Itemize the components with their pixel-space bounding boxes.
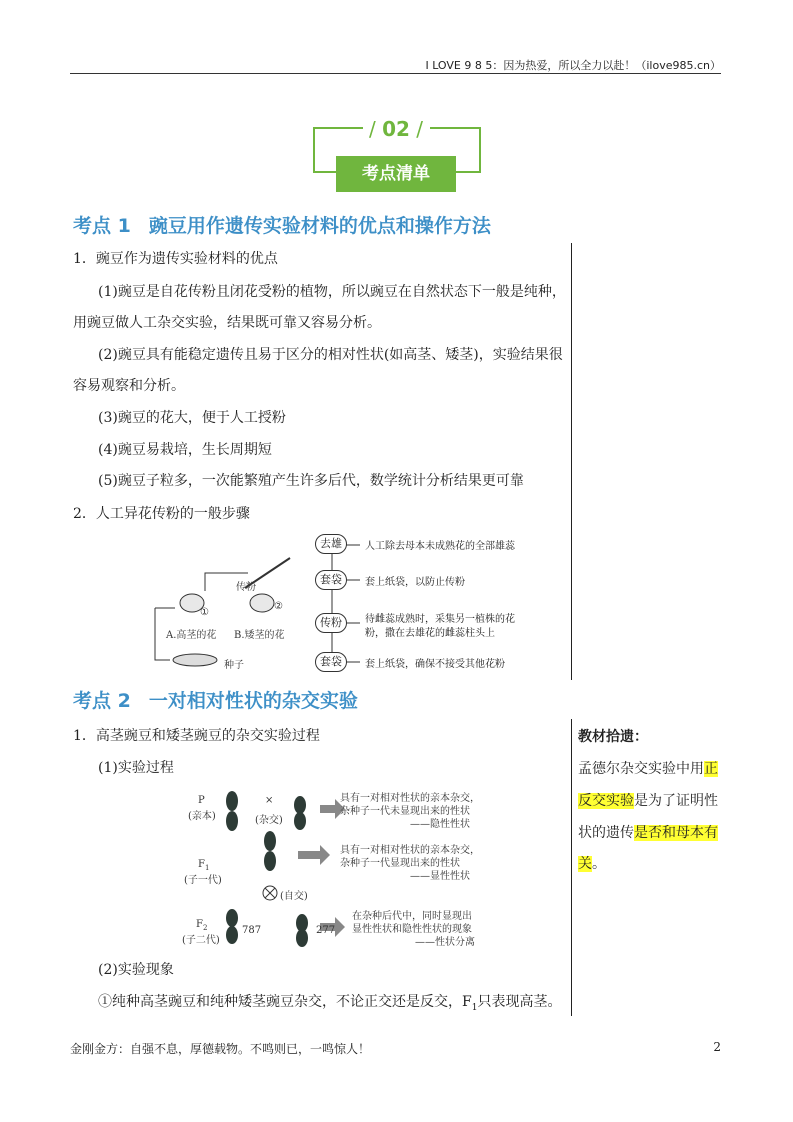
f1-label: $F_1$ [198,859,210,872]
column-divider-1 [571,243,572,680]
desc: ——性状分离 [415,937,475,948]
desc: 显性性状和隐性性状的现象 [352,924,472,935]
paragraph: (1)豌豆是自花传粉且闭花受粉的植物，所以豌豆在自然状态下一般是纯种， [98,284,566,300]
step-bag-2: 套袋 [315,652,347,672]
paragraph: 容易观察和分析。 [73,378,185,394]
sidebar-line: 反交实验是为了证明性 [578,793,718,809]
desc: 杂种子一代显现出来的性状 [340,858,460,869]
cross-note: (杂交) [255,815,283,826]
desc: 具有一对相对性状的亲本杂交， [340,793,480,804]
step-pollinate: 传粉 [315,613,347,633]
paragraph: (4)豌豆易栽培，生长周期短 [98,442,272,458]
step-desc: 套上纸袋，确保不接受其他花粉 [365,659,505,670]
circle-1-label: ① [200,607,209,618]
step-desc: 人工除去母本未成熟花的全部雄蕊 [365,541,515,552]
column-divider-2 [571,719,572,1016]
paragraph: 1．豌豆作为遗传实验材料的优点 [73,251,278,267]
desc: 具有一对相对性状的亲本杂交， [340,845,480,856]
paragraph: (2)实验现象 [98,962,174,978]
flower-a-label: A.高茎的花 [166,630,217,641]
step-desc: 粉，撒在去雄花的雌蕊柱头上 [365,628,495,639]
f2-note: (子二代) [182,935,220,946]
step-emasculate: 去雄 [315,534,347,554]
page-number: 2 [713,1040,721,1054]
badge-number: / 02 / [368,117,424,141]
page-header: I LOVE 9 8 5：因为热爱，所以全力以赴！（ilove985.cn） [425,59,721,72]
circle-2-label: ② [274,601,283,612]
sidebar-title: 教材拾遗： [578,729,648,745]
paragraph: 1．高茎豌豆和矮茎豌豆的杂交实验过程 [73,728,320,744]
f2-label: $F_2$ [196,919,208,932]
count-787: 787 [242,925,262,936]
paragraph: (5)豌豆子粒多，一次能繁殖产生许多后代，数学统计分析结果更可靠 [98,473,524,489]
paragraph: 用豌豆做人工杂交实验，结果既可靠又容易分析。 [73,315,381,331]
header-divider [70,73,721,74]
self-note: (自交) [280,891,308,902]
p-note: (亲本) [188,811,216,822]
paragraph: 2．人工异花传粉的一般步骤 [73,506,250,522]
page-footer: 金刚金方：自强不息，厚德载物。不鸣则已，一鸣惊人！ [70,1042,371,1056]
desc: ——隐性性状 [410,819,470,830]
paragraph: (1)实验过程 [98,760,174,776]
sidebar-line: 状的遗传是否和母本有 [578,825,718,841]
paragraph: (2)豌豆具有能稳定遗传且易于区分的相对性状(如高茎、矮茎)，实验结果很 [98,347,563,363]
badge-frame-top-right [430,127,479,129]
desc: 杂种子一代未显现出来的性状 [340,806,470,817]
paragraph: (3)豌豆的花大，便于人工授粉 [98,410,286,426]
p-label: P [198,795,205,806]
cross-symbol: × [265,795,274,806]
section-2-heading: 考点 2 一对相对性状的杂交实验 [73,690,358,712]
paragraph: ①纯种高茎豌豆和纯种矮茎豌豆杂交，不论正交还是反交，$F_1$只表现高茎。 [98,994,562,1013]
seed-label: 种子 [224,660,244,671]
step-desc: 套上纸袋，以防止传粉 [365,577,465,588]
count-277: 277 [316,925,336,936]
flower-b-label: B.矮茎的花 [234,630,285,641]
cross-experiment-figure [180,783,510,953]
step-bag-1: 套袋 [315,570,347,590]
f1-note: (子一代) [184,875,222,886]
pollination-figure [130,528,540,676]
desc: ——显性性状 [410,871,470,882]
pollen-label: 传粉 [236,582,256,593]
step-desc: 待雌蕊成熟时，采集另一植株的花 [365,614,515,625]
badge-label: 考点清单 [336,156,456,192]
badge-frame-top-left [313,127,363,129]
sidebar-line: 关。 [578,856,606,872]
section-1-heading: 考点 1 豌豆用作遗传实验材料的优点和操作方法 [73,215,491,237]
desc: 在杂种后代中，同时显现出 [352,911,472,922]
sidebar-line: 孟德尔杂交实验中用正 [578,761,718,777]
